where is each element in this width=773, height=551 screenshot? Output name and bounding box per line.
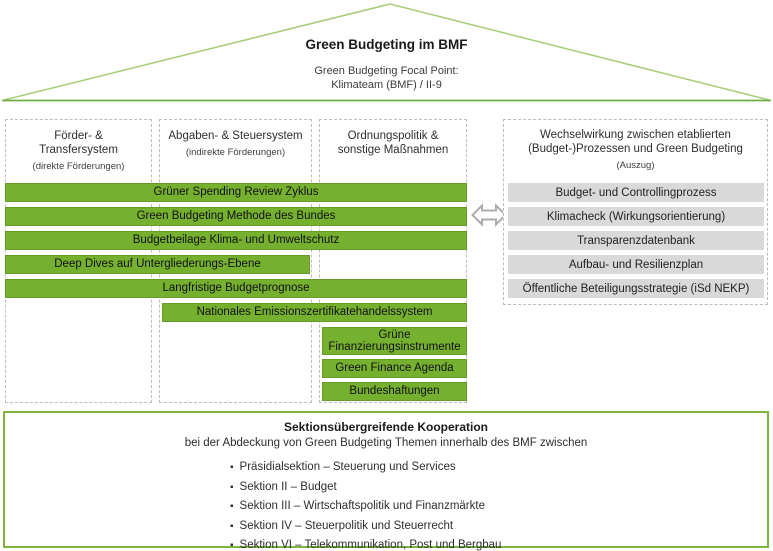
column-title: Ordnungspolitik & sonstige Maßnahmen [337, 130, 449, 156]
bullet-icon: ▪ [230, 462, 234, 473]
interaction-title: Wechselwirkung zwischen etablierten (Budget-)Prozessen und Green Budgeting [528, 129, 743, 155]
focal-point-line2: Klimateam (BMF) / II-9 [331, 79, 442, 91]
instrument-bar-gb-methode: Green Budgeting Methode des Bundes [5, 207, 467, 226]
instrument-bar-green-finance-agenda: Green Finance Agenda [322, 359, 467, 378]
column-title: Förder- & Transfersystem [39, 130, 118, 156]
cooperation-list [230, 461, 501, 551]
instrument-bar-deep-dives: Deep Dives auf Untergliederungs-Ebene [5, 255, 310, 274]
list-item-label: Sektion III – Wirtschaftspolitik und Finanzmärkte [239, 500, 485, 512]
instrument-bar-emissionszertifikate: Nationales Emissionszertifikatehandelssystem [162, 303, 467, 322]
cooperation-panel [3, 411, 769, 551]
bullet-icon: ▪ [230, 540, 234, 551]
list-item [230, 461, 501, 473]
bullet-icon: ▪ [230, 501, 234, 512]
instrument-bar-budgetbeilage: Budgetbeilage Klima- und Umweltschutz [5, 231, 467, 250]
double-arrow-icon [471, 201, 507, 229]
focal-point-line1: Green Budgeting Focal Point: [314, 65, 459, 77]
instrument-bar-spending-review: Grüner Spending Review Zyklus [5, 183, 467, 202]
list-item [230, 520, 501, 532]
instrument-bar-bundeshaftungen: Bundeshaftungen [322, 382, 467, 401]
process-bar-beteiligungsstrategie: Öffentliche Beteiligungsstrategie (iSd NEKP) [508, 279, 764, 298]
bullet-icon: ▪ [230, 520, 234, 532]
interaction-subtitle: (Auszug) [616, 160, 655, 171]
column-subtitle: (direkte Förderungen) [32, 161, 125, 172]
list-item-label: Sektion VI – Telekommunikation, Post und Bergbau [239, 539, 502, 551]
instrument-bar-budgetprognose: Langfristige Budgetprognose [5, 279, 467, 298]
interaction-panel-header [503, 128, 768, 171]
cooperation-subtitle: bei der Abdeckung von Green Budgeting Themen innerhalb des BMF zwischen [184, 437, 588, 449]
cooperation-title: Sektionsübergreifende Kooperation [283, 420, 489, 434]
list-item-label: Präsidialsektion – Steuerung und Services [239, 461, 456, 473]
list-item [230, 539, 501, 551]
bullet-icon: ▪ [230, 481, 234, 493]
process-bar-klimacheck: Klimacheck (Wirkungsorientierung) [508, 207, 764, 226]
list-item [230, 481, 501, 493]
instrument-bar-gruene-finanzierung: Grüne Finanzierungsinstrumente [322, 327, 467, 355]
process-bar-transparenzdatenbank: Transparenzdatenbank [508, 231, 764, 250]
column-title: Abgaben- & Steuersystem [168, 130, 303, 142]
list-item-label: Sektion II – Budget [239, 480, 337, 493]
column-subtitle: (indirekte Förderungen) [185, 147, 286, 158]
process-bar-budget-controlling: Budget- und Controllingprozess [508, 183, 764, 202]
page-title: Green Budgeting im BMF [305, 37, 468, 52]
process-bar-resilienzplan: Aufbau- und Resilienzplan [508, 255, 764, 274]
list-item [230, 500, 501, 512]
list-item-label: Sektion IV – Steuerpolitik und Steuerrecht [239, 519, 454, 532]
